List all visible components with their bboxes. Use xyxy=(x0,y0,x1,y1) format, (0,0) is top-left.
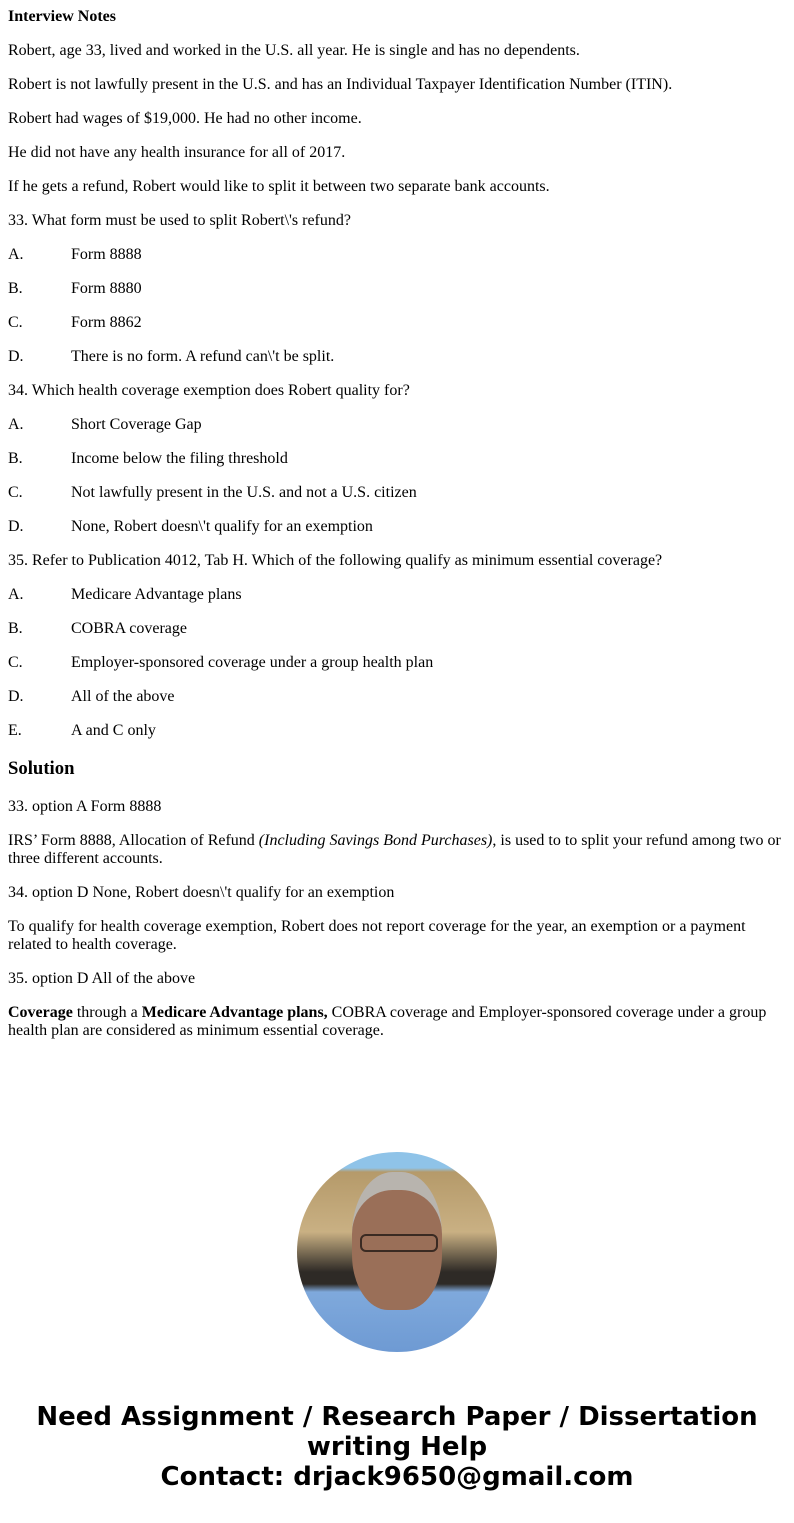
footer xyxy=(8,1402,786,1492)
option-letter: A. xyxy=(8,246,24,263)
option-letter: A. xyxy=(8,586,24,603)
answer-option xyxy=(8,348,786,366)
answer-option xyxy=(8,688,786,706)
answer-option xyxy=(8,722,786,740)
option-text: Not lawfully present in the U.S. and not a U.S. citizen xyxy=(71,484,417,501)
answer-option xyxy=(8,586,786,604)
answer-option xyxy=(8,620,786,638)
option-text: There is no form. A refund can\'t be split. xyxy=(71,348,335,365)
text: COBRA coverage and Employer-sponsored coverage under a group health plan are considered as minimum essential coverage. xyxy=(8,1004,767,1039)
answer-option xyxy=(8,518,786,536)
option-letter: D. xyxy=(8,518,24,535)
option-letter: C. xyxy=(8,314,23,331)
answer-35: 35. option D All of the above xyxy=(8,970,196,987)
author-avatar xyxy=(297,1152,497,1352)
answer-option xyxy=(8,416,786,434)
note: If he gets a refund, Robert would like to split it between two separate bank accounts. xyxy=(8,178,550,195)
option-letter: A. xyxy=(8,416,24,433)
note: Robert, age 33, lived and worked in the U.S. all year. He is single and has no dependents. xyxy=(8,42,580,59)
option-text: Income below the filing threshold xyxy=(71,450,288,467)
option-letter: E. xyxy=(8,722,22,739)
option-text: Employer-sponsored coverage under a group health plan xyxy=(71,654,434,671)
form-subtitle: (Including Savings Bond Purchases) xyxy=(258,832,493,849)
option-letter: C. xyxy=(8,654,23,671)
text: through a xyxy=(72,1004,142,1021)
option-text: Medicare Advantage plans xyxy=(71,586,242,603)
note: Robert is not lawfully present in the U.S. and has an Individual Taxpayer Identification Number (ITIN). xyxy=(8,76,673,93)
option-letter: D. xyxy=(8,688,24,705)
option-letter: C. xyxy=(8,484,23,501)
answer-option xyxy=(8,314,786,332)
explanation-34: To qualify for health coverage exemption, Robert does not report coverage for the year, an exemption or a payment related to health coverage. xyxy=(8,918,746,953)
note: Robert had wages of $19,000. He had no other income. xyxy=(8,110,362,127)
option-text: Form 8880 xyxy=(71,280,142,297)
footer-tagline: Need Assignment / Research Paper / Dissertation writing Help xyxy=(36,1402,758,1462)
option-text: COBRA coverage xyxy=(71,620,187,637)
option-letter: B. xyxy=(8,280,23,297)
page-title: Interview Notes xyxy=(8,8,116,25)
explanation-33 xyxy=(8,832,786,868)
option-letter: B. xyxy=(8,620,23,637)
option-text: A and C only xyxy=(71,722,156,739)
option-text: None, Robert doesn\'t qualify for an exemption xyxy=(71,518,373,535)
option-text: Form 8888 xyxy=(71,246,142,263)
answer-34: 34. option D None, Robert doesn\'t qualify for an exemption xyxy=(8,884,395,901)
footer-contact: Contact: drjack9650@gmail.com xyxy=(160,1462,634,1492)
option-text: Form 8862 xyxy=(71,314,142,331)
questions xyxy=(8,212,786,740)
question: 35. Refer to Publication 4012, Tab H. Which of the following qualify as minimum essential coverage? xyxy=(8,552,663,569)
answer-option xyxy=(8,280,786,298)
question: 34. Which health coverage exemption does Robert quality for? xyxy=(8,382,410,399)
option-text: Short Coverage Gap xyxy=(71,416,202,433)
text: Coverage xyxy=(8,1004,73,1021)
text: IRS’ Form 8888, Allocation of Refund xyxy=(8,832,259,849)
glasses xyxy=(360,1234,438,1252)
question: 33. What form must be used to split Robert\'s refund? xyxy=(8,212,351,229)
answer-option xyxy=(8,450,786,468)
answer-option xyxy=(8,484,786,502)
text: , is used to to split your refund among two or three different accounts. xyxy=(8,832,781,867)
answer-33: 33. option A Form 8888 xyxy=(8,798,162,815)
explanation-35 xyxy=(8,1004,786,1040)
option-letter: D. xyxy=(8,348,24,365)
interview-notes xyxy=(8,42,786,196)
note: He did not have any health insurance for all of 2017. xyxy=(8,144,346,161)
answer-option xyxy=(8,654,786,672)
solution-heading: Solution xyxy=(8,758,75,779)
text: Medicare Advantage plans, xyxy=(141,1004,328,1021)
option-text: All of the above xyxy=(71,688,175,705)
option-letter: B. xyxy=(8,450,23,467)
answer-option xyxy=(8,246,786,264)
